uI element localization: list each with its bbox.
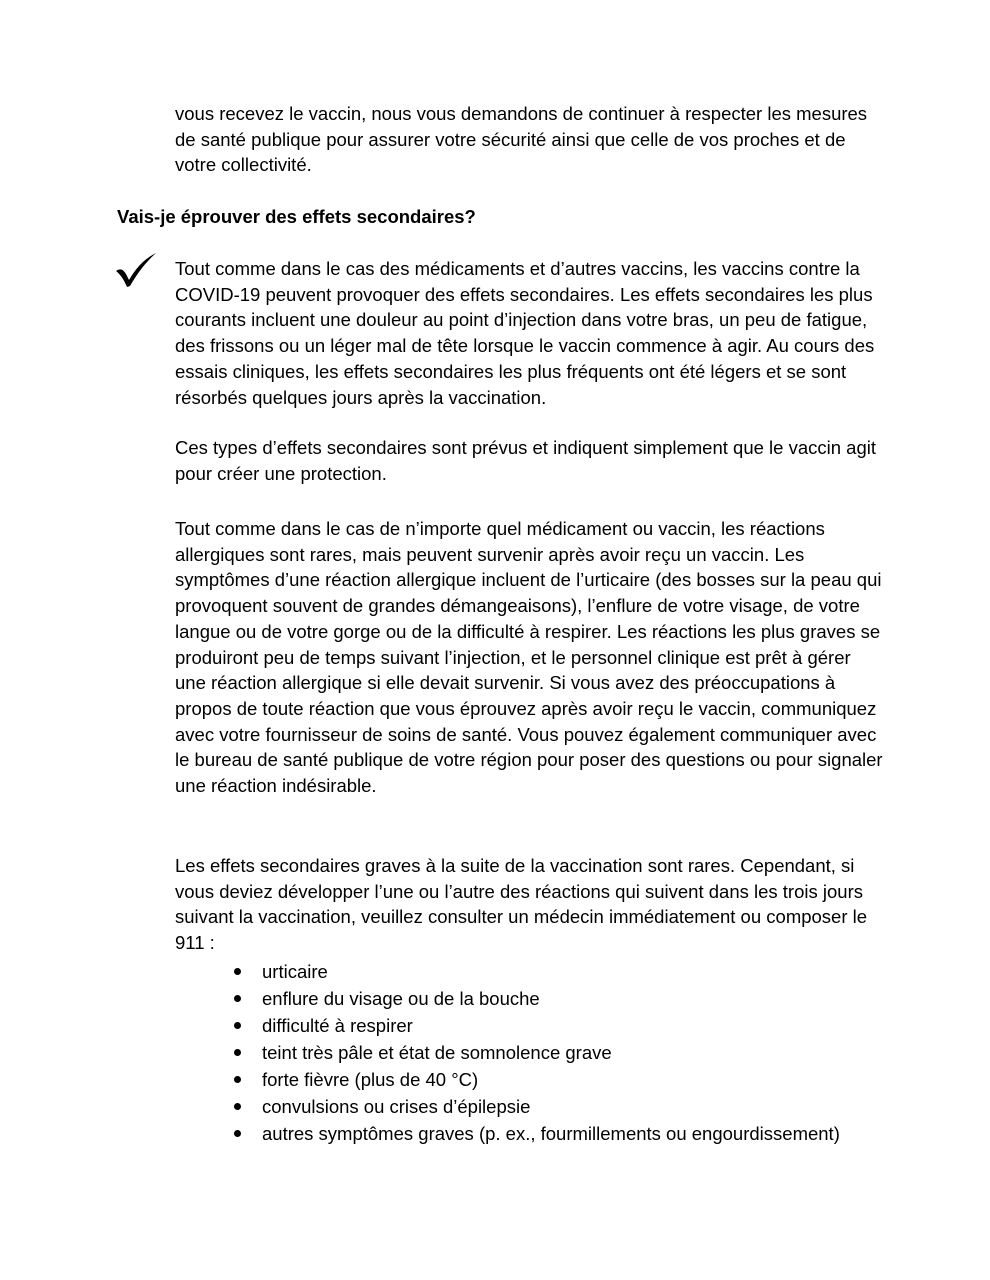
section-heading: Vais-je éprouver des effets secondaires? [117, 206, 476, 227]
bullet-icon [234, 1130, 241, 1137]
list-item-text: convulsions ou crises d’épilepsie [262, 1096, 531, 1117]
list-item-text: difficulté à respirer [262, 1015, 413, 1036]
bullet-icon [234, 1103, 241, 1110]
list-item [175, 958, 895, 985]
list-item-text: autres symptômes graves (p. ex., fourmillements ou engourdissement) [262, 1123, 840, 1144]
list-item [175, 1039, 895, 1066]
check-mark-icon [114, 252, 158, 288]
side-effects-paragraph: Tout comme dans le cas des médicaments et d’autres vaccins, les vaccins contre la COVID-19 peuvent provoquer des effets secondaires. Les effets secondaires les plus courants incluent une douleur au point d’injection dans votre bras, un peu de fatigue, des frissons ou un léger mal de tête lorsque le vaccin commence à agir. Au cours des essais cliniques, les effets secondaires les plus fréquents ont été légers et se sont résorbés quelques jours après la vaccination. [175, 258, 875, 408]
bullet-icon [234, 1022, 241, 1029]
bullet-icon [234, 995, 241, 1002]
bullet-icon [234, 968, 241, 975]
list-item-text: forte fièvre (plus de 40 °C) [262, 1069, 479, 1090]
intro-paragraph: vous recevez le vaccin, nous vous demandons de continuer à respecter les mesures de santé publique pour assurer votre sécurité ainsi que celle de vos proches et de votre collectivité. [175, 103, 868, 176]
list-item [175, 1120, 895, 1147]
list-item [175, 1066, 895, 1093]
list-item-text: urticaire [262, 961, 328, 982]
list-item [175, 985, 895, 1012]
list-item-text: enflure du visage ou de la bouche [262, 988, 540, 1009]
symptom-list [175, 958, 895, 1147]
list-item [175, 1012, 895, 1039]
serious-effects-paragraph: Les effets secondaires graves à la suite de la vaccination sont rares. Cependant, si vous deviez développer l’une ou l’autre des réactions qui suivent dans les trois jours suivant la vaccination, veuillez consulter un médecin immédiatement ou composer le 911 : [175, 855, 868, 954]
list-item-text: teint très pâle et état de somnolence grave [262, 1042, 612, 1063]
bullet-icon [234, 1076, 241, 1083]
expected-effects-paragraph: Ces types d’effets secondaires sont prévus et indiquent simplement que le vaccin agit pour créer une protection. [175, 437, 876, 484]
list-item [175, 1093, 895, 1120]
bullet-icon [234, 1049, 241, 1056]
allergic-reactions-paragraph: Tout comme dans le cas de n’importe quel médicament ou vaccin, les réactions allergiques sont rares, mais peuvent survenir après avoir reçu un vaccin. Les symptômes d’une réaction allergique incluent de l’urticaire (des bosses sur la peau qui provoquent souvent de grandes démangeaisons), l’enflure de votre visage, de votre langue ou de votre gorge ou de la difficulté à respirer. Les réactions les plus graves se produiront peu de temps suivant l’injection, et le personnel clinique est prêt à gérer une réaction allergique si elle devait survenir. Si vous avez des préoccupations à propos de toute réaction que vous éprouvez après avoir reçu le vaccin, communiquez avec votre fournisseur de soins de santé. Vous pouvez également communiquer avec le bureau de santé publique de votre région pour poser des questions ou pour signaler une réaction indésirable. [175, 518, 883, 797]
